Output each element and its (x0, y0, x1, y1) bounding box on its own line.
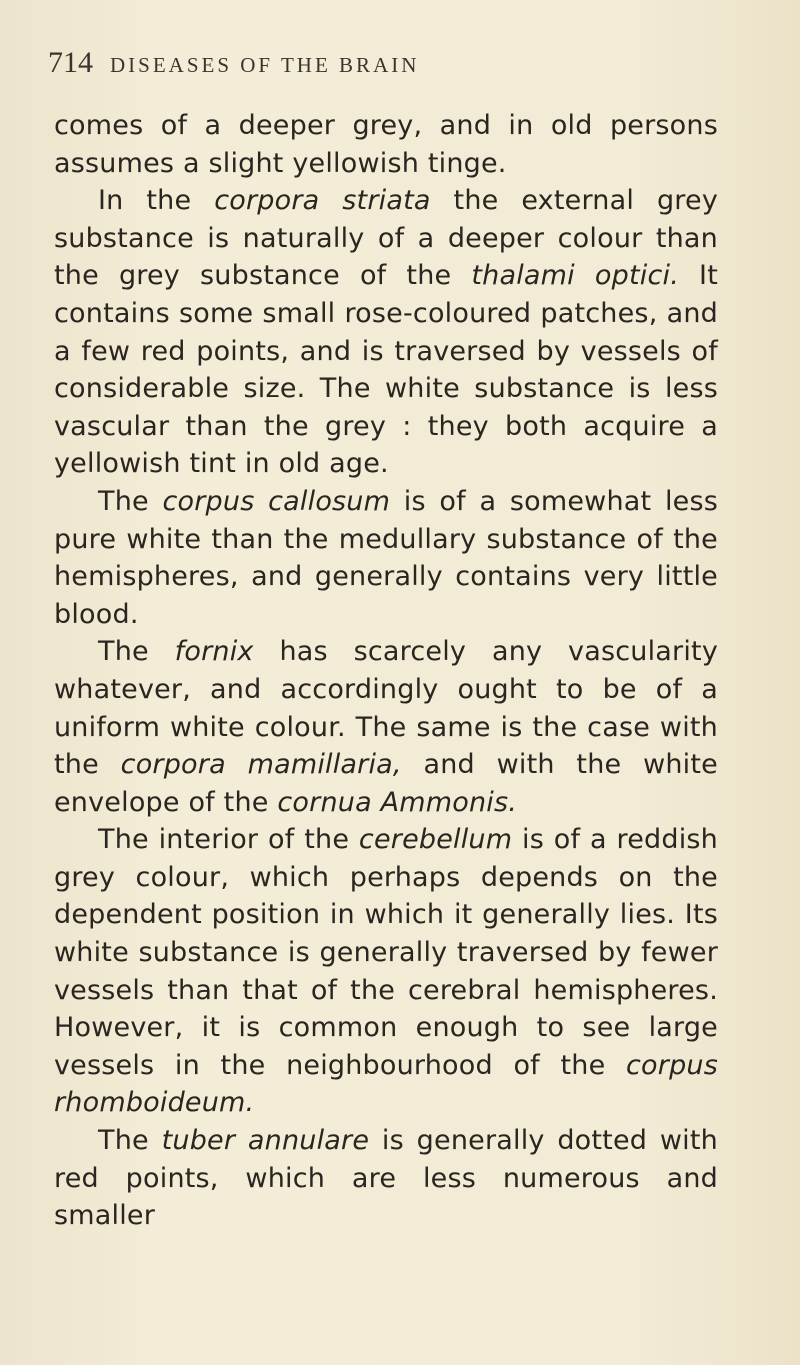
italic-term: cornua Ammonis. (277, 786, 518, 818)
text-run: has scarcely any vascularity whatever, and accordingly ought to be of a uniform white colour. The same is the case with the (54, 636, 718, 781)
text-run: The (98, 485, 163, 517)
page-number: 714 (48, 46, 93, 79)
paragraph (54, 182, 718, 483)
paragraph (54, 107, 718, 182)
text-run: the external grey substance is naturally of a deeper colour than the grey substance of the (54, 185, 718, 292)
text-run: The (98, 1125, 162, 1157)
text-run: and with the white envelope of the (54, 749, 718, 818)
italic-term: corpus callosum (162, 485, 391, 517)
text-run: It contains some small rose-coloured patches, and a few red points, and is traversed by vessels of considerable size. The white substance is less vascular than the grey : they both acquire a yellowish tint in old age. (54, 260, 719, 480)
paragraph (54, 821, 718, 1122)
text-run: comes of a deeper grey, and in old persons assumes a slight yellowish tinge. (54, 110, 718, 179)
paragraph (54, 1122, 718, 1235)
body-text (54, 107, 718, 1235)
paragraph (54, 483, 718, 633)
text-run: The (98, 636, 175, 668)
italic-term: tuber annulare (161, 1125, 370, 1157)
italic-term: fornix (174, 636, 254, 668)
text-run: is of a reddish grey colour, which perhaps depends on the dependent position in which it generally lies. Its white substance is generally traversed by fewer vessels than that of the cerebral hemispheres. However, it is common enough to see large vessels in the neighbourhood of the (54, 824, 718, 1081)
text-run: In the (98, 185, 215, 217)
text-run: is of a somewhat less pure white than the medullary substance of the hemispheres, and generally contains very little blood. (54, 485, 719, 630)
italic-term: thalami optici. (471, 260, 680, 292)
running-head: DISEASES OF THE BRAIN (110, 53, 420, 77)
italic-term: cerebellum (358, 824, 513, 856)
italic-term: corpora mamillaria, (120, 749, 402, 781)
page-header (48, 40, 668, 80)
text-run: The interior of the (98, 824, 359, 856)
paragraph (54, 633, 718, 821)
text-run: is generally dotted with red points, which are less numerous and smaller (54, 1125, 718, 1232)
italic-term: corpus rhomboideum. (54, 1049, 718, 1119)
italic-term: corpora striata (214, 185, 431, 217)
